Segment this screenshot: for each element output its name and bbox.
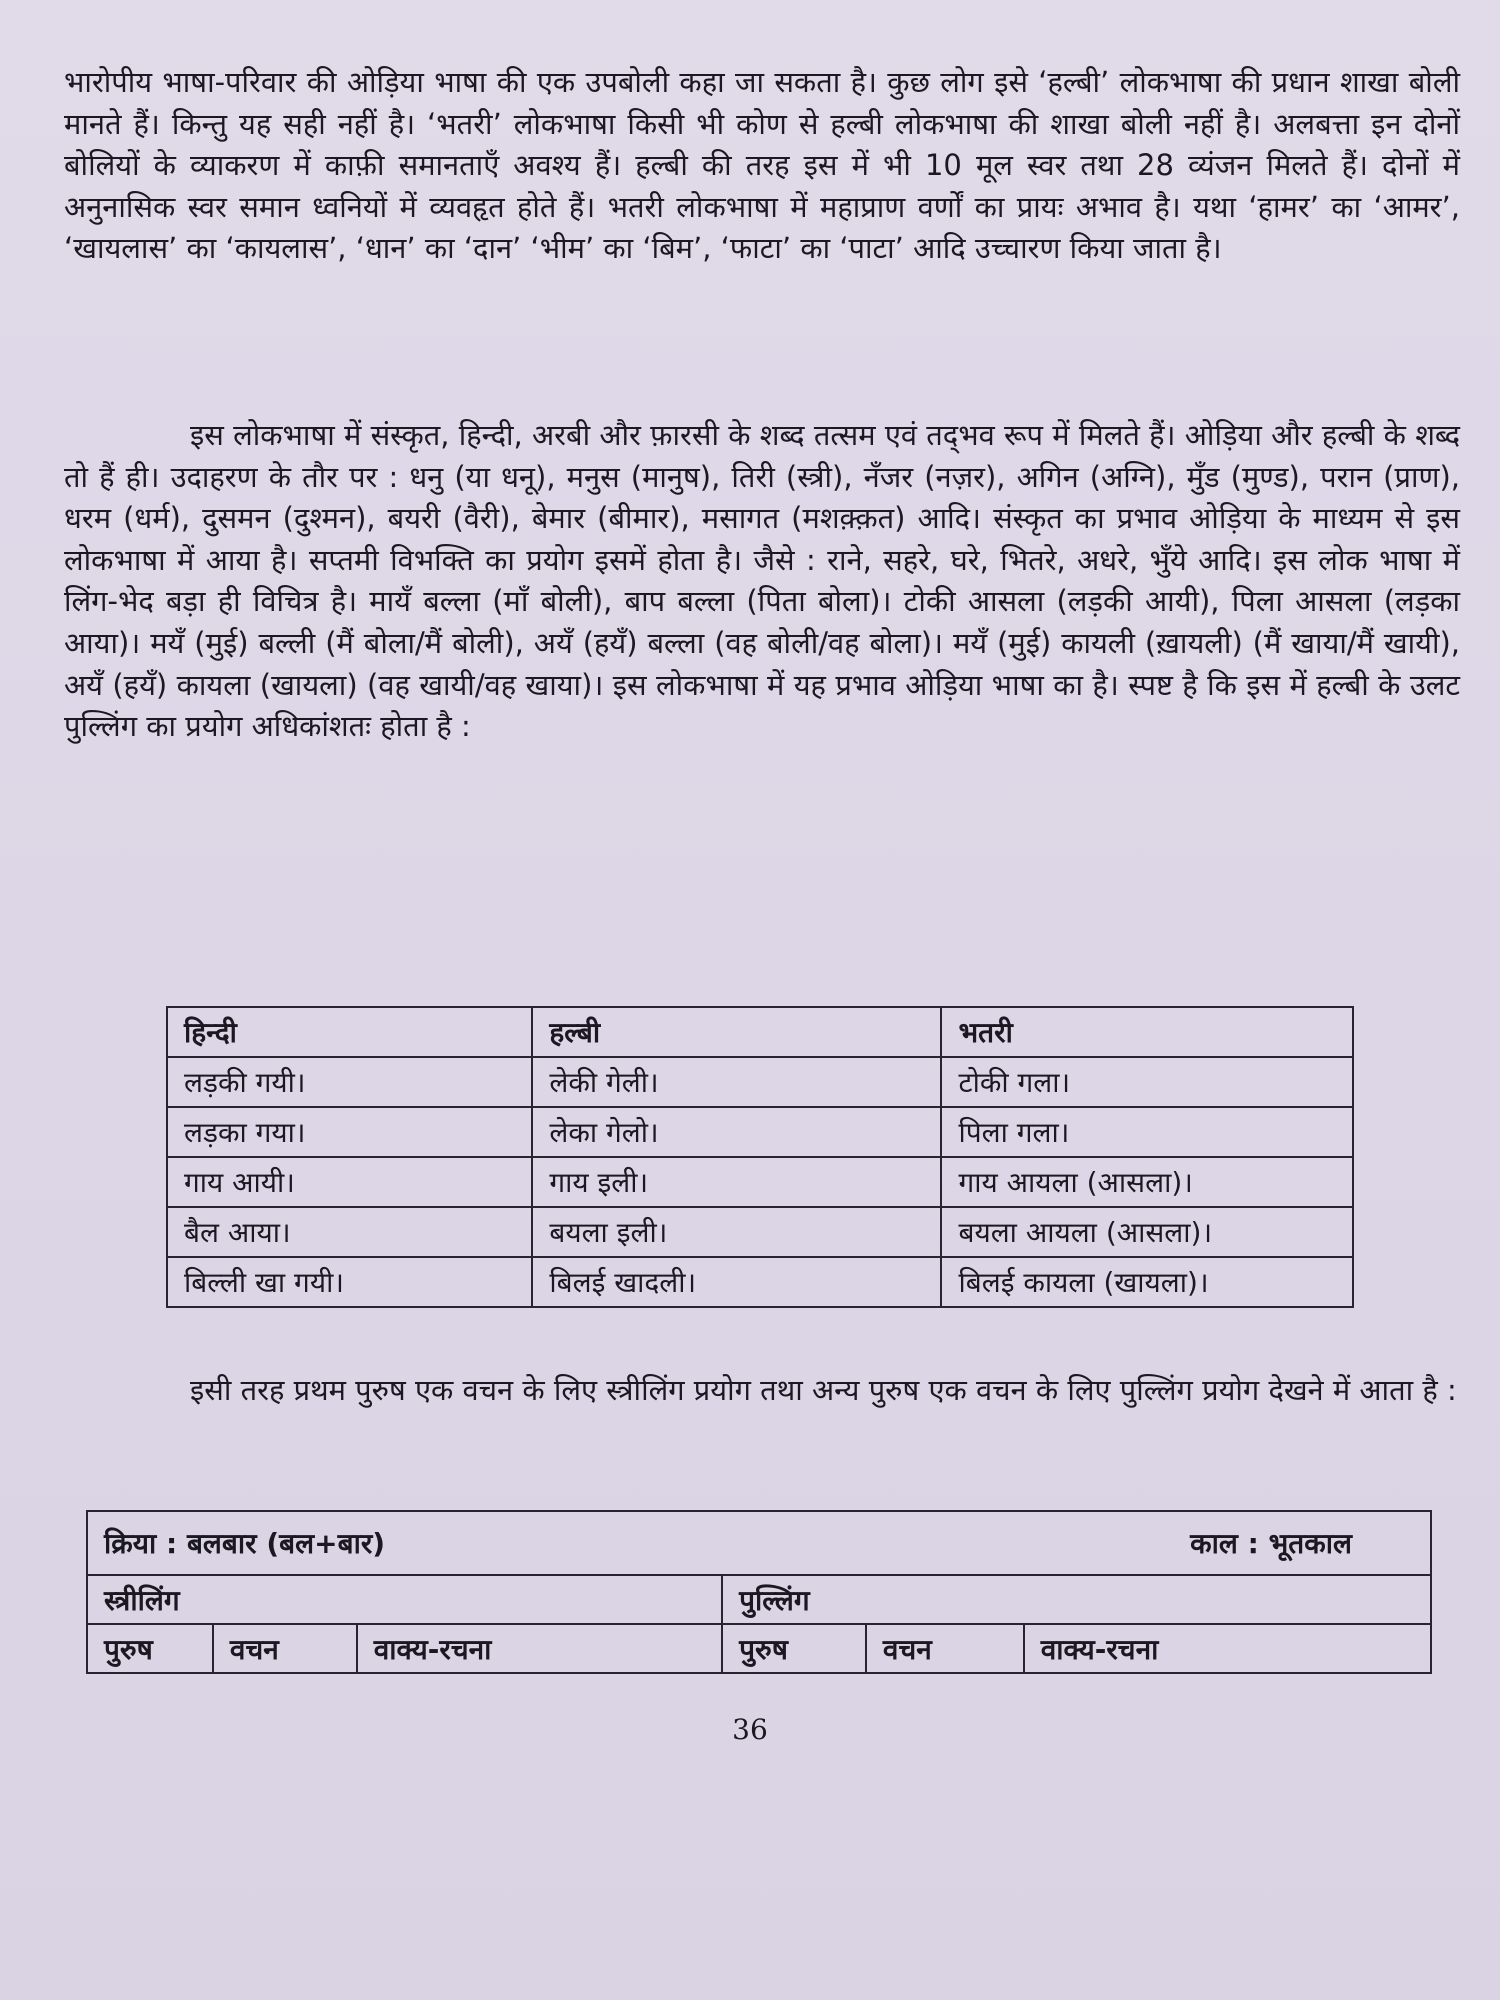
paragraph-1: भारोपीय भाषा-परिवार की ओड़िया भाषा की एक उपबोली कहा जा सकता है। कुछ लोग इसे ‘हल्बी’ लोकभाषा की प्रधान शाखा बोली मानते हैं। किन्तु यह सही नहीं है। ‘भतरी’ लोकभाषा किसी भी कोण से हल्बी लोकभाषा की शाखा बोली नहीं है। अलबत्ता इन दोनों बोलियों के व्याकरण में काफ़ी समानताएँ अवश्य हैं। हल्बी की तरह इस में भी 10 मूल स्वर तथा 28 व्यंजन मिलते हैं। दोनों में अनुनासिक स्वर समान ध्वनियों में व्यवहृत होते हैं। भतरी लोकभाषा में महाप्राण वर्णों का प्रायः अभाव है। यथा ‘हामर’ का ‘आमर’, ‘खायलास’ का ‘कायलास’, ‘धान’ का ‘दान’ ‘भीम’ का ‘बिम’, ‘फाटा’ का ‘पाटा’ आदि उच्चारण किया जाता है। — [64, 65, 1460, 266]
table-row — [167, 1057, 1353, 1107]
person-header: पुरुष — [87, 1624, 213, 1673]
verb-label: क्रिया : बलबार (बल+बार) — [104, 1527, 386, 1560]
cell-hindi: लड़का गया। — [167, 1107, 532, 1157]
sentence-header: वाक्य-रचना — [357, 1624, 722, 1673]
cell-bhatri: बयला आयला (आसला)। — [941, 1207, 1353, 1257]
cell-bhatri: टोकी गला। — [941, 1057, 1353, 1107]
cell-hindi: बैल आया। — [167, 1207, 532, 1257]
cell-halbi: बिलई खादली। — [532, 1257, 941, 1307]
person-header: पुरुष — [722, 1624, 866, 1673]
paragraph-2: इस लोकभाषा में संस्कृत, हिन्दी, अरबी और फ़ारसी के शब्द तत्सम एवं तद्‌भव रूप में मिलते हैं। ओड़िया और हल्बी के शब्द तो हैं ही। उदाहरण के तौर पर : धनु (या धनू), मनुस (मानुष), तिरी (स्त्री), नँजर (नज़र), अगिन (अग्नि), मुँड (मुण्ड), परान (प्राण), धरम (धर्म), दुसमन (दुश्मन), बयरी (वैरी), बेमार (बीमार), मसागत (मशक़्क़त) आदि। संस्कृत का प्रभाव ओड़िया के माध्यम से इस लोकभाषा में आया है। सप्तमी विभक्ति का प्रयोग इसमें होता है। जैसे : राने, सहरे, घरे, भितरे, अधरे, भुँये आदि। इस लोक भाषा में लिंग-भेद बड़ा ही विचित्र है। मायँ बल्ला (माँ बोली), बाप बल्ला (पिता बोला)। टोकी आसला (लड़की आयी), पिला आसला (लड़का आया)। मयँ (मुई) बल्ली (मैं बोला/मैं बोली), अयँ (हयँ) बल्ला (वह बोली/वह बोला)। मयँ (मुई) कायली (ख़ायली) (मैं खाया/मैं खायी), अयँ (हयँ) कायला (खायला) (वह खायी/वह खाया)। इस लोकभाषा में यह प्रभाव ओड़िया भाषा का है। स्पष्ट है कि इस में हल्बी के उलट पुल्लिंग का प्रयोग अधिकांशतः होता है : — [64, 418, 1460, 744]
table-row — [167, 1157, 1353, 1207]
cell-hindi: बिल्ली खा गयी। — [167, 1257, 532, 1307]
cell-halbi: लेकी गेली। — [532, 1057, 941, 1107]
sentence-header: वाक्य-रचना — [1024, 1624, 1431, 1673]
cell-bhatri: गाय आयला (आसला)। — [941, 1157, 1353, 1207]
tense-label: काल : भूतकाल — [1190, 1527, 1352, 1560]
header-hindi: हिन्दी — [167, 1007, 532, 1057]
cell-hindi: लड़की गयी। — [167, 1057, 532, 1107]
table-row — [167, 1257, 1353, 1307]
page-number: 36 — [732, 1713, 768, 1746]
verb-tense-cell — [87, 1511, 1431, 1575]
number-header: वचन — [213, 1624, 357, 1673]
verb-conjugation-table — [86, 1510, 1432, 1674]
header-halbi: हल्बी — [532, 1007, 941, 1057]
cell-halbi: गाय इली। — [532, 1157, 941, 1207]
table-row — [167, 1107, 1353, 1157]
cell-bhatri: पिला गला। — [941, 1107, 1353, 1157]
table-row — [167, 1207, 1353, 1257]
cell-halbi: लेका गेलो। — [532, 1107, 941, 1157]
masculine-header: पुल्लिंग — [722, 1575, 1431, 1624]
gender-comparison-table — [166, 1006, 1354, 1308]
paragraph-3: इसी तरह प्रथम पुरुष एक वचन के लिए स्त्रीलिंग प्रयोग तथा अन्य पुरुष एक वचन के लिए पुल्लिंग प्रयोग देखने में आता है : — [190, 1373, 1457, 1407]
cell-hindi: गाय आयी। — [167, 1157, 532, 1207]
table-header-row — [167, 1007, 1353, 1057]
gender-row — [87, 1575, 1431, 1624]
verb-tense-row — [87, 1511, 1431, 1575]
cell-bhatri: बिलई कायला (खायला)। — [941, 1257, 1353, 1307]
header-bhatri: भतरी — [941, 1007, 1353, 1057]
feminine-header: स्त्रीलिंग — [87, 1575, 722, 1624]
cell-halbi: बयला इली। — [532, 1207, 941, 1257]
number-header: वचन — [866, 1624, 1024, 1673]
sub-header-row — [87, 1624, 1431, 1673]
